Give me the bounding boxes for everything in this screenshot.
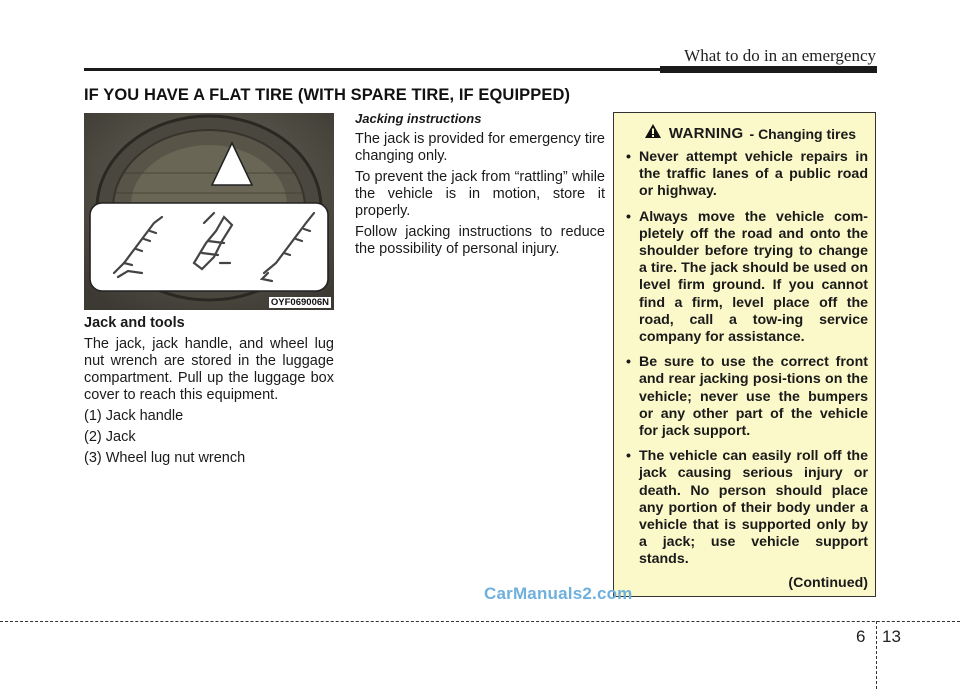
jack-and-tools-section: [84, 315, 334, 471]
jack-and-tools-heading: Jack and tools: [84, 315, 185, 331]
jacking-paragraph: The jack is provided for emergency tire changing only.: [355, 131, 605, 164]
warning-continued: (Continued): [788, 574, 868, 591]
jack-and-tools-body: The jack, jack handle, and wheel lug nut wrench are stored in the luggage compartment. Pull up the luggage box cover to reach this equipment.: [84, 336, 334, 403]
section-heading: IF YOU HAVE A FLAT TIRE (WITH SPARE TIRE, IF EQUIPPED): [84, 86, 571, 104]
warning-title: WARNING: [668, 125, 744, 142]
warning-subtitle: - Changing tires: [749, 125, 857, 142]
warning-list: [626, 149, 868, 569]
warning-bullet: • The vehicle can easily roll off the jack causing serious injury or death. No person should place any portion of their body under a vehicle that is supported only by a jack; use vehicle support stands.: [626, 448, 868, 568]
warning-box: [613, 112, 876, 597]
jack-tools-figure: [84, 113, 334, 310]
warning-bullet: • Always move the vehicle com-pletely off the road and onto the shoulder before trying to change a tire. The jack should be used on level firm ground. If you cannot find a firm, level place off the road, call a tow-ing service company for assistance.: [626, 209, 868, 347]
warning-bullet: • Never attempt vehicle repairs in the traffic lanes of a public road or highway.: [626, 149, 868, 201]
tool-item-jack: (2) Jack: [84, 429, 136, 445]
jacking-paragraph: Follow jacking instructions to reduce the possibility of personal injury.: [355, 224, 605, 257]
warning-title-row: [632, 123, 868, 144]
header-title: What to do in an emergency: [684, 46, 876, 65]
footer-vertical-divider: [876, 621, 877, 689]
tool-item-jack-handle: (1) Jack handle: [84, 408, 184, 424]
figure-code: OYF069006N: [270, 297, 329, 308]
luggage-compartment-illustration: [84, 113, 334, 310]
jacking-instructions-section: [355, 110, 605, 262]
page-number: 13: [882, 627, 901, 646]
warning-bullet: • Be sure to use the correct front and rear jacking posi-tions on the vehicle; never use the bumpers or any other part of the vehicle for jack support.: [626, 354, 868, 440]
page-chapter-number: 6: [856, 627, 866, 646]
header-accent-bar: [660, 66, 877, 73]
jacking-instructions-heading: Jacking instructions: [355, 111, 482, 126]
jacking-paragraph: To prevent the jack from “rattling” while the vehicle is in motion, store it properly.: [355, 169, 605, 219]
footer-divider: [0, 621, 960, 622]
warning-triangle-icon: [644, 123, 662, 144]
tool-item-wheel-lug-nut-wrench: (3) Wheel lug nut wrench: [84, 450, 246, 466]
watermark-link[interactable]: CarManuals2.com: [484, 584, 633, 603]
